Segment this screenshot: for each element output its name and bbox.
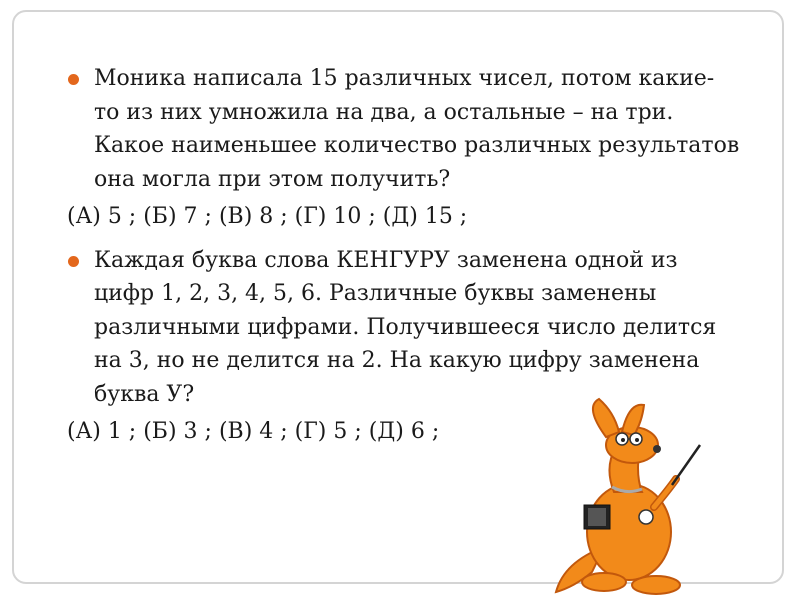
- text-line: буква У?: [94, 381, 195, 407]
- text-line: Какое наименьшее количество различных результатов: [94, 133, 740, 158]
- problem-1: [64, 62, 764, 234]
- text-line: различными цифрами. Получившееся число делится: [94, 314, 717, 340]
- text-line: на 3, но не делится на 2. На какую цифру заменена: [94, 348, 700, 373]
- slide-frame: [12, 10, 784, 584]
- text-line: Моника написала 15 различных чисел, потом какие-: [94, 66, 715, 91]
- problem-1-text: [64, 62, 764, 196]
- bullet-icon: [68, 74, 79, 85]
- problem-2-text: [64, 244, 764, 412]
- kangaroo-with-pointer-icon: [544, 397, 704, 597]
- problem-1-answers: (А) 5 ; (Б) 7 ; (В) 8 ; (Г) 10 ; (Д) 15 ;: [67, 204, 468, 229]
- text-line: то из них умножила на два, а остальные – на три.: [94, 99, 674, 125]
- text-line: Каждая буква слова КЕНГУРУ заменена одной из: [94, 247, 678, 273]
- text-line: цифр 1, 2, 3, 4, 5, 6. Различные буквы заменены: [94, 281, 657, 306]
- text-line: она могла при этом получить?: [94, 166, 451, 192]
- problem-2-answers: (А) 1 ; (Б) 3 ; (В) 4 ; (Г) 5 ; (Д) 6 ;: [67, 419, 440, 444]
- bullet-icon: [68, 256, 79, 267]
